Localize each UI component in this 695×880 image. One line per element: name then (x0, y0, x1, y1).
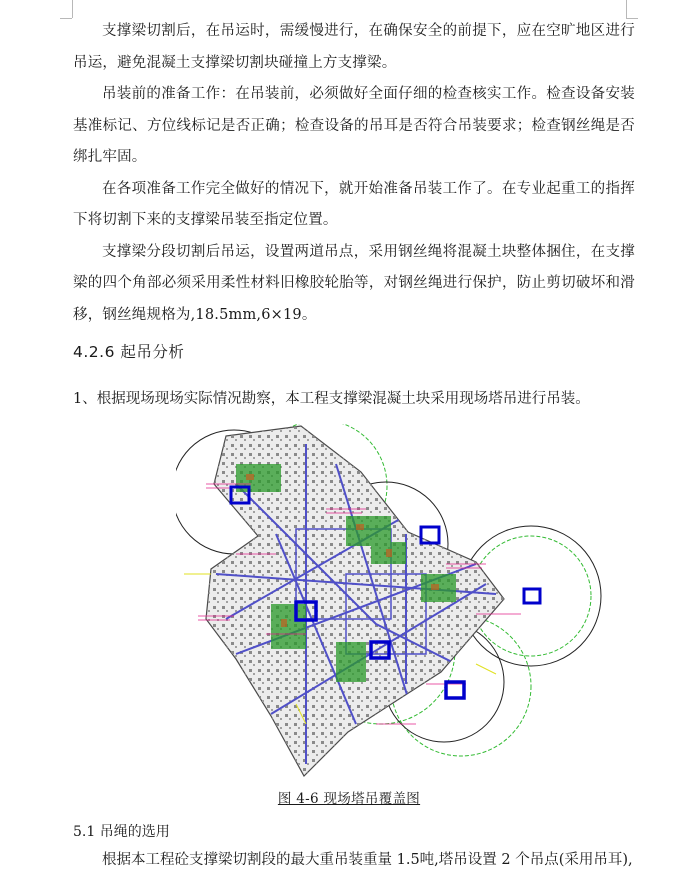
tower-crane-6 (446, 682, 464, 698)
page-corner-mark-left-h (60, 18, 72, 19)
tower-crane-4 (524, 589, 540, 603)
figure-caption: 图 4-6 现场塔吊覆盖图 (277, 791, 421, 807)
section-heading: 4.2.6 起吊分析 (73, 343, 185, 361)
paragraph-3: 在各项准备工作完全做好的情况下，就开始准备吊装工作了。在专业起重工的指挥下将切割下来的支撑梁吊装至指定位置。 (73, 180, 635, 228)
subsection-heading: 5.1 吊绳的选用 (73, 824, 170, 840)
crane-coverage-drawing (176, 424, 606, 778)
list-item-1: 1、根据现场现场实际情况勘察，本工程支撑梁混凝土块采用现场塔吊进行吊装。 (73, 391, 590, 407)
paragraph-5: 根据本工程砼支撑梁切割段的最大重吊装重量 1.5吨,塔吊设置 2 个吊点(采用吊耳), (102, 852, 633, 868)
paragraph-1: 支撑梁切割后，在吊运时，需缓慢进行，在确保安全的前提下，应在空旷地区进行吊运，避免混凝土支撑梁切割块碰撞上方支撑梁。 (73, 23, 635, 71)
paragraph-4: 支撑梁分段切割后吊运，设置两道吊点，采用钢丝绳将混凝土块整体捆住，在支撑梁的四个角部必须采用柔性材料旧橡胶轮胎等，对钢丝绳进行保护，防止剪切破坏和滑移，钢丝绳规格为,18.5mm,6×19。 (73, 243, 635, 323)
document-body (73, 16, 635, 868)
paragraph-2: 吊装前的准备工作：在吊装前，必须做好全面仔细的检查核实工作。检查设备安装基准标记、方位线标记是否正确；检查设备的吊耳是否符合吊装要求；检查钢丝绳是否绑扎牢固。 (73, 86, 635, 165)
crane-coverage-figure (176, 424, 606, 778)
